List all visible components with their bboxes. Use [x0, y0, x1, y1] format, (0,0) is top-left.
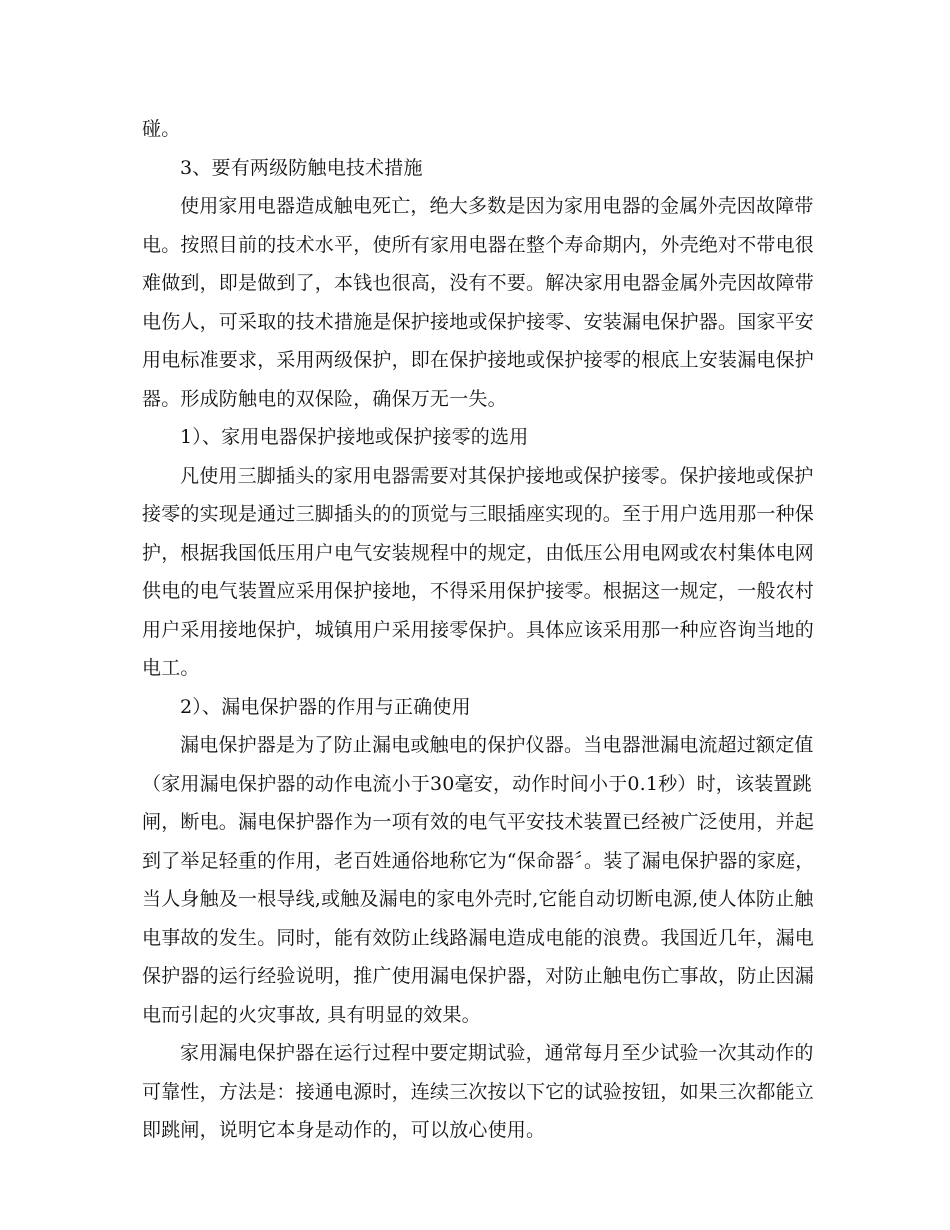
paragraph-line: 闸，断电。漏电保护器作为一项有效的电气平安技术装置已经被广泛使用，并起: [142, 811, 815, 833]
paragraph-line: 供电的电气装置应采用保护接地，不得采用保护接零。根据这一规定，一般农村: [142, 580, 815, 602]
paragraph-line: 用户采用接地保护，城镇用户采用接零保护。具体应该采用那一种应咨询当地的: [142, 618, 815, 641]
paragraph-line: 凡使用三脚插头的家用电器需要对其保护接地或保护接零。保护接地或保护: [180, 464, 814, 487]
paragraph-line: 用电标准要求，采用两级保护，即在保护接地或保护接零的根底上安装漏电保护: [142, 349, 815, 371]
paragraph-line: 电伤人，可采取的技术措施是保护接地或保护接零、安装漏电保护器。国家平安: [142, 310, 815, 333]
document-page: [142, 110, 815, 1150]
paragraph-line: 漏电保护器是为了防止漏电或触电的保护仪器。当电器泄漏电流超过额定值: [180, 734, 814, 756]
paragraph-line: （家用漏电保护器的动作电流小于30毫安，动作时间小于0.1秒）时，该装置跳: [142, 772, 812, 795]
paragraph-line: 电工。: [142, 657, 200, 679]
paragraph-line: 到了举足轻重的作用，老百姓通俗地称它为“保命器〞。装了漏电保护器的家庭，: [142, 849, 815, 872]
paragraph-line: 难做到，即是做到了，本钱也很高，没有不要。解决家用电器金属外壳因故障带: [142, 272, 815, 294]
paragraph-line: 电而引起的火灾事故, 具有明显的效果。: [142, 1003, 481, 1026]
paragraph-line: 电。按照目前的技术水平，使所有家用电器在整个寿命期内，外壳绝对不带电很: [142, 233, 815, 256]
paragraph-line: 保护器的运行经验说明，推广使用漏电保护器，对防止触电伤亡事故，防止因漏: [142, 965, 815, 987]
paragraph-line: 使用家用电器造成触电死亡，绝大多数是因为家用电器的金属外壳因故障带: [180, 195, 814, 217]
paragraph-line: 护，根据我国低压用户电气安装规程中的规定，由低压公用电网或农村集体电网: [142, 541, 815, 564]
paragraph-line: 当人身触及一根导线,或触及漏电的家电外壳时,它能自动切断电源,使人体防止触: [142, 888, 814, 910]
section-heading: 3、要有两级防触电技术措施: [180, 156, 423, 179]
paragraph-line: 碰。: [142, 118, 181, 140]
subsection-heading: 2）、漏电保护器的作用与正确使用: [180, 695, 471, 718]
paragraph-line: 器。形成防触电的双保险，确保万无一失。: [142, 387, 507, 410]
paragraph-line: 即跳闸，说明它本身是动作的，可以放心使用。: [142, 1119, 546, 1141]
paragraph-line: 家用漏电保护器在运行过程中要定期试验，通常每月至少试验一次其动作的: [180, 1042, 814, 1064]
paragraph-line: 接零的实现是通过三脚插头的的顶觉与三眼插座实现的。至于用户选用那一种保: [142, 503, 815, 525]
paragraph-line: 可靠性，方法是：接通电源时，连续三次按以下它的试验按钮，如果三次都能立: [142, 1080, 815, 1103]
subsection-heading: 1）、家用电器保护接地或保护接零的选用: [180, 426, 529, 448]
paragraph-line: 电事故的发生。同时，能有效防止线路漏电造成电能的浪费。我国近几年，漏电: [142, 926, 815, 949]
